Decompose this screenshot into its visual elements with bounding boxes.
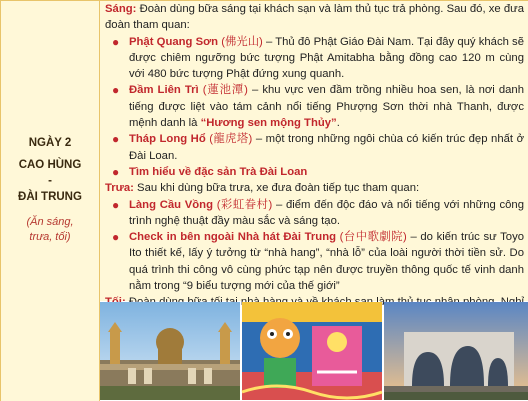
bullet-icon: ● <box>112 132 120 147</box>
list-item <box>105 82 524 131</box>
photo-strip <box>100 302 528 400</box>
noon-intro: Sau khi dùng bữa trưa, xe đưa đoàn tiếp tục tham quan: <box>133 182 420 195</box>
list-item <box>105 229 524 294</box>
route-to: ĐÀI TRUNG <box>18 191 82 203</box>
place-name: Tìm hiểu về đặc sản Trà Đài Loan <box>129 165 308 178</box>
place-nickname: “Hương sen mộng Thủy” <box>200 117 337 130</box>
bullet-icon: ● <box>112 230 120 245</box>
place-chinese-name: (台中歌劇院) <box>336 231 407 244</box>
place-description: – điểm đến độc đáo và nổi tiếng với những công trình nghệ thuật đầy màu sắc và sáng tạo. <box>129 198 524 227</box>
place-name: Làng Cầu Vồng <box>129 198 213 211</box>
place-chinese-name: (佛光山) <box>218 35 263 48</box>
place-description: – do kiến trúc sư Toyo Ito thiết kế, lấy ý tưởng từ “nhà hang”, “nhà lỗ” của loài người thời tiền sử. Do quá trình thi công vô cùng phức tạp nên được truyền thông quốc tế vinh danh nằm trong “9 biểu tượng mới của thế giới” <box>129 231 524 293</box>
place-name: Phật Quang Sơn <box>129 35 219 48</box>
place-chinese-name: (龍虎塔) <box>205 133 253 146</box>
place-description: – Thủ đô Phật Giáo Đài Nam. Tại đây quý khách sẽ được chiêm ngưỡng bức tượng Phật Amitabha bằng đồng cao 120 m cùng với 480 bức tượng Phật đứng xung quanh. <box>129 35 524 81</box>
morning-intro: Đoàn dùng bữa sáng tại khách sạn và làm thủ tục trả phòng. Sau đó, xe đưa đoàn tham quan: <box>105 3 524 32</box>
list-item <box>105 164 524 180</box>
place-chinese-name: (蓮池潭) <box>198 84 248 97</box>
day-title: NGÀY 2 <box>28 137 72 149</box>
bullet-icon: ● <box>112 34 120 49</box>
bullet-icon: ● <box>112 197 120 212</box>
temple-photo <box>100 302 240 400</box>
itinerary-text <box>100 1 528 301</box>
meals-line-1: (Ăn sáng, <box>26 216 74 228</box>
place-description: – một trong những ngôi chùa có kiến trúc đẹp nhất ở Đài Loan. <box>129 133 524 162</box>
morning-paragraph <box>105 1 524 34</box>
noon-paragraph <box>105 180 524 196</box>
list-item <box>105 34 524 83</box>
list-item <box>105 131 524 164</box>
bullet-icon: ● <box>112 83 120 98</box>
day-cell <box>0 1 100 401</box>
place-name: Check in bên ngoài Nhà hát Đài Trung <box>129 231 336 244</box>
route-dash: - <box>48 175 52 187</box>
noon-label: Trưa: <box>105 182 134 195</box>
meals-line-2: trưa, tối) <box>29 231 71 243</box>
noon-list <box>105 197 524 295</box>
rainbow-village-photo <box>242 302 382 400</box>
morning-list <box>105 34 524 181</box>
place-name: Tháp Long Hổ <box>129 133 206 146</box>
list-item <box>105 197 524 230</box>
place-description: – khu vực ven đầm trồng nhiều hoa sen, là nơi danh tiếng được liệt vào tám cảnh nổi tiếng Phượng Sơn thời nhà Thanh, được mệnh danh là <box>129 84 524 130</box>
bullet-icon: ● <box>112 164 120 179</box>
opera-house-photo <box>384 302 528 400</box>
place-description-end: . <box>336 117 340 130</box>
morning-label: Sáng: <box>105 3 137 15</box>
place-name: Đầm Liên Trì <box>129 84 199 97</box>
place-chinese-name: (彩虹眷村) <box>212 198 273 211</box>
route-from: CAO HÙNG <box>18 159 82 171</box>
